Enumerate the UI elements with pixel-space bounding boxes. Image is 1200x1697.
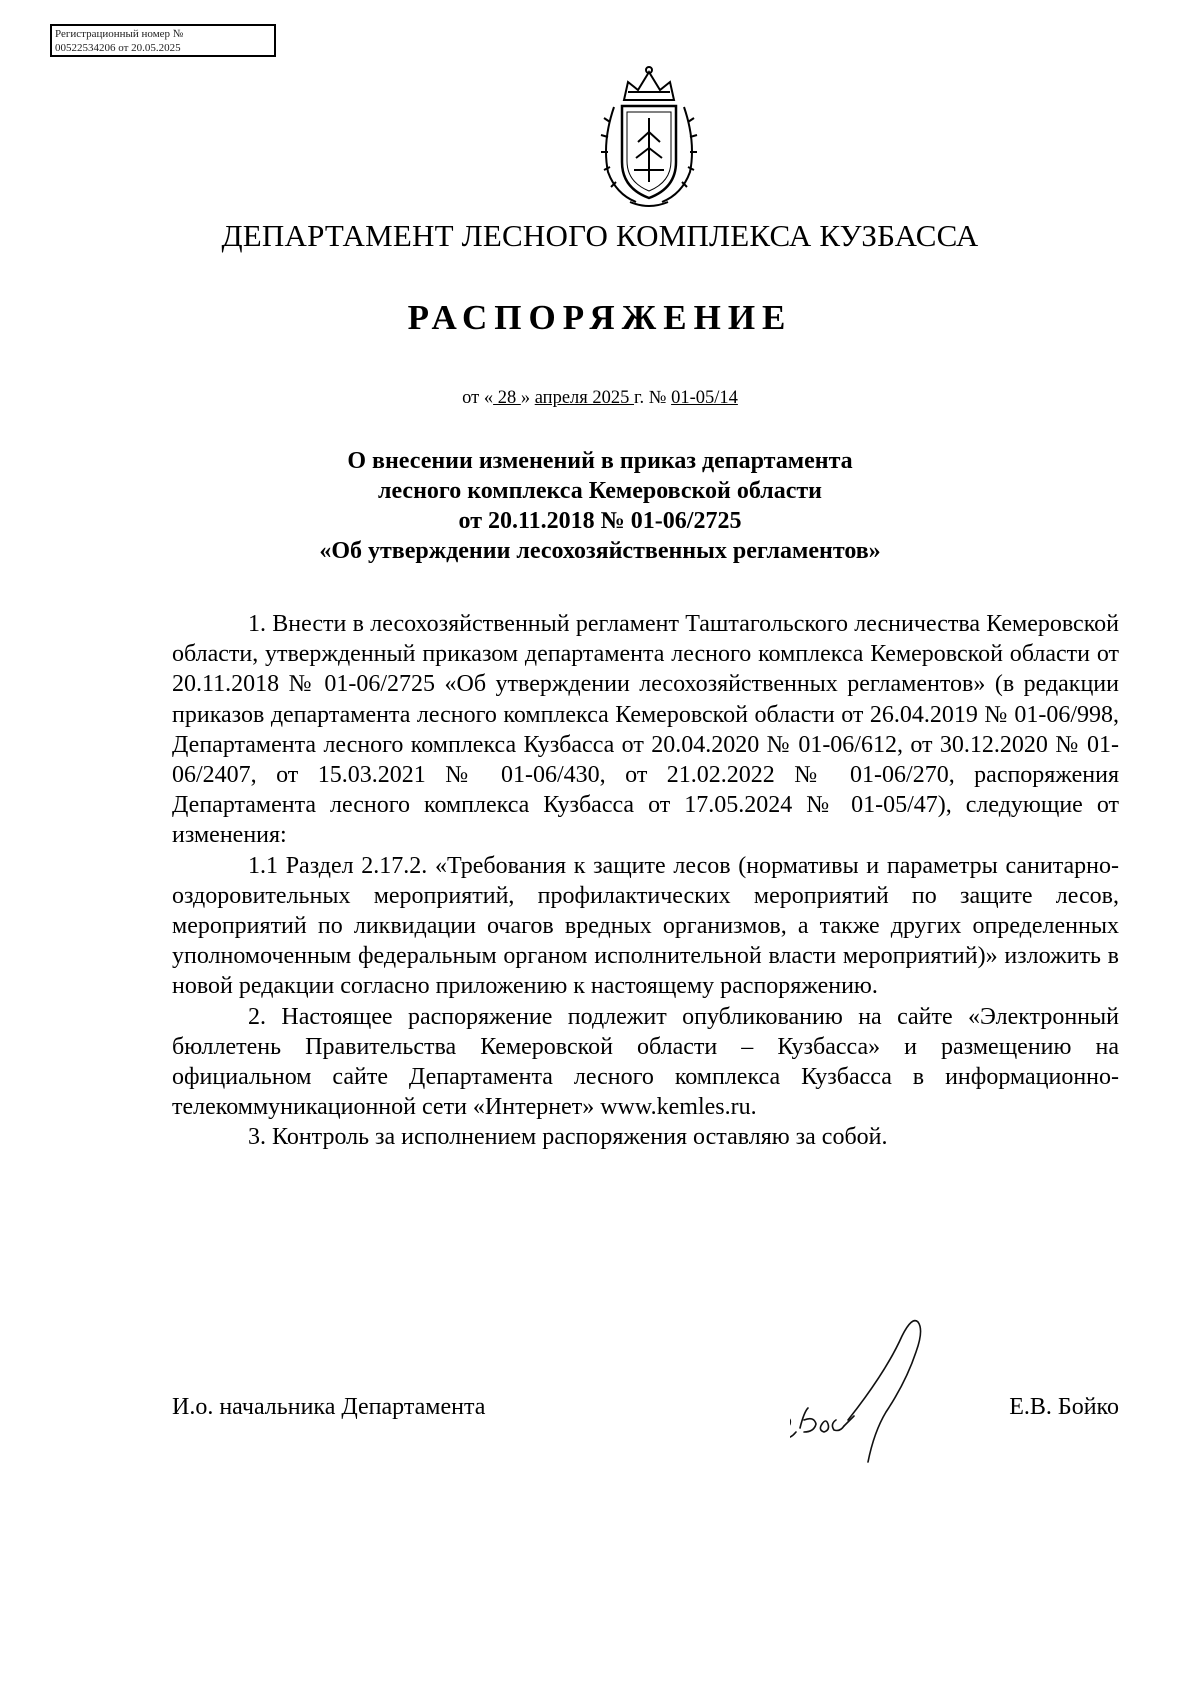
document-number: 01-05/14 [671, 388, 738, 408]
date-month-year: апреля 2025 [534, 388, 635, 408]
signer-name: Е.В. Бойко [1009, 1394, 1119, 1420]
subject-line-3: от 20.11.2018 № 01-06/2725 [458, 508, 742, 534]
registration-stamp [50, 24, 276, 57]
paragraph-3: 3. Контроль за исполнением распоряжения оставляю за собой. [248, 1124, 888, 1151]
handwritten-signature [790, 1312, 980, 1492]
subject-line-2: лесного комплекса Кемеровской области [378, 478, 822, 504]
date-mid: » [520, 388, 535, 408]
registration-line-2: 00522534206 от 20.05.2025 [55, 42, 181, 54]
registration-line-1: Регистрационный номер № [55, 28, 184, 40]
signer-title: И.о. начальника Департамента [172, 1394, 486, 1420]
date-prefix: от « [462, 388, 494, 408]
subject-line-1: О внесении изменений в приказ департамента [347, 448, 853, 474]
subject-line-4: «Об утверждении лесохозяйственных регламентов» [319, 538, 881, 564]
department-name: ДЕПАРТАМЕНТ ЛЕСНОГО КОМПЛЕКСА КУЗБАССА [221, 218, 979, 253]
paragraph-2: 2. Настоящее распоряжение подлежит опубликованию на сайте «Электронный бюллетень Правительства Кемеровской области – Кузбасса» и размещению на официальном сайте Департамента лесного комплекса Кузбасса в информационно-телекоммуникационной сети «Интернет» www.kemles.ru. [172, 1003, 1119, 1121]
document-subject [0, 446, 1200, 566]
paragraph-1-1: 1.1 Раздел 2.17.2. «Требования к защите лесов (нормативы и параметры санитарно-оздоровительных мероприятий, профилактических мероприятий по защите лесов, мероприятий по ликвидации очагов вредных организмов, а также других определенных уполномоченным федеральным органом исполнительной власти мероприятий)» изложить в новой редакции согласно приложению к настоящему распоряжению. [172, 852, 1119, 1000]
paragraph-1: 1. Внести в лесохозяйственный регламент Таштагольского лесничества Кемеровской области, утвержденный приказом департамента лесного комплекса Кемеровской области от 20.11.2018 № 01-06/2725 «Об утверждении лесохозяйственных регламентов» (в редакции приказов департамента лесного комплекса Кемеровской области от 26.04.2019 № 01-06/998, Департамента лесного комплекса Кузбасса от 20.04.2020 № 01-06/612, от 30.12.2020 № 01-06/2407, от 15.03.2021 № 01-06/430, от 21.02.2022 № 01-06/270, распоряжения Департамента лесного комплекса Кузбасса от 17.05.2024 № 01-05/47), следующие от изменения: [172, 611, 1119, 849]
date-number-line [0, 388, 1200, 409]
coat-of-arms-icon [594, 62, 704, 212]
document-body [172, 609, 1119, 1153]
date-day: 28 [493, 388, 521, 408]
date-suffix: г. № [634, 388, 672, 408]
document-type: РАСПОРЯЖЕНИЕ [407, 298, 793, 337]
